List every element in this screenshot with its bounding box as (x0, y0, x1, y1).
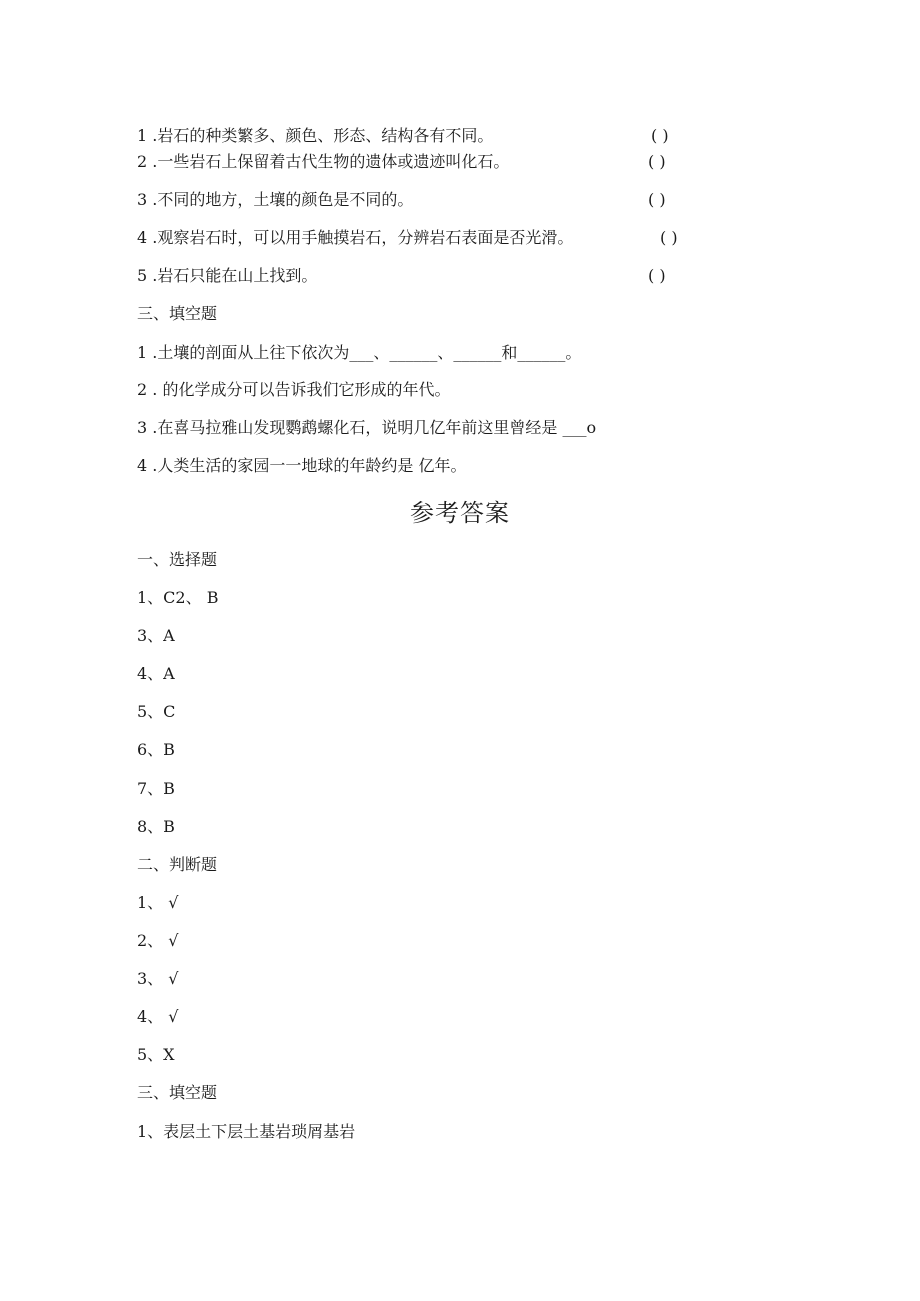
answer-bracket-4: ( ) (660, 228, 678, 247)
fill-question-2: 2 . 的化学成分可以告诉我们它形成的年代。 (137, 380, 451, 399)
answer-key-title: 参考答案 (410, 499, 510, 527)
answer-bracket-5: ( ) (648, 266, 666, 285)
answer-choice-item-1: 1、C2、 B (137, 588, 219, 607)
answer-bracket-2: ( ) (648, 152, 666, 171)
judge-question-2: 2 .一些岩石上保留着古代生物的遗体或遗迹叫化石。 (137, 152, 510, 171)
judge-question-1: 1 .岩石的种类繁多、颜色、形态、结构各有不同。 (137, 126, 494, 145)
answer-choice-item-6: 7、B (137, 779, 175, 798)
answer-fill-item-1: 1、表层土下层土基岩琐屑基岩 (137, 1122, 356, 1141)
answer-choice-item-2: 3、A (137, 626, 175, 645)
answer-judge-heading: 二、判断题 (137, 855, 218, 874)
answer-fill-heading: 三、填空题 (137, 1083, 218, 1102)
answer-bracket-1: ( ) (651, 126, 669, 145)
fill-section-heading: 三、填空题 (137, 304, 218, 323)
answer-choice-item-5: 6、B (137, 740, 175, 759)
judge-question-3: 3 .不同的地方，土壤的颜色是不同的。 (137, 190, 414, 209)
answer-judge-item-1: 1、 √ (137, 893, 179, 912)
judge-question-4: 4 .观察岩石时，可以用手触摸岩石，分辨岩石表面是否光滑。 (137, 228, 574, 247)
fill-question-4: 4 .人类生活的家园一一地球的年龄约是 亿年。 (137, 456, 467, 475)
answer-judge-item-4: 4、 √ (137, 1007, 179, 1026)
answer-bracket-3: ( ) (648, 190, 666, 209)
answer-choice-item-7: 8、B (137, 817, 175, 836)
answer-choice-item-3: 4、A (137, 664, 175, 683)
answer-choice-item-4: 5、C (137, 702, 176, 721)
answer-judge-item-2: 2、 √ (137, 931, 179, 950)
fill-question-3: 3 .在喜马拉雅山发现鹦鹉螺化石，说明几亿年前这里曾经是 ___o (137, 418, 597, 437)
fill-question-1: 1 .土壤的剖面从上往下依次为___、______、______和______。 (137, 343, 582, 362)
judge-question-5: 5 .岩石只能在山上找到。 (137, 266, 318, 285)
answer-choice-heading: 一、选择题 (137, 550, 218, 569)
answer-judge-item-3: 3、 √ (137, 969, 179, 988)
answer-judge-item-5: 5、X (137, 1045, 175, 1064)
